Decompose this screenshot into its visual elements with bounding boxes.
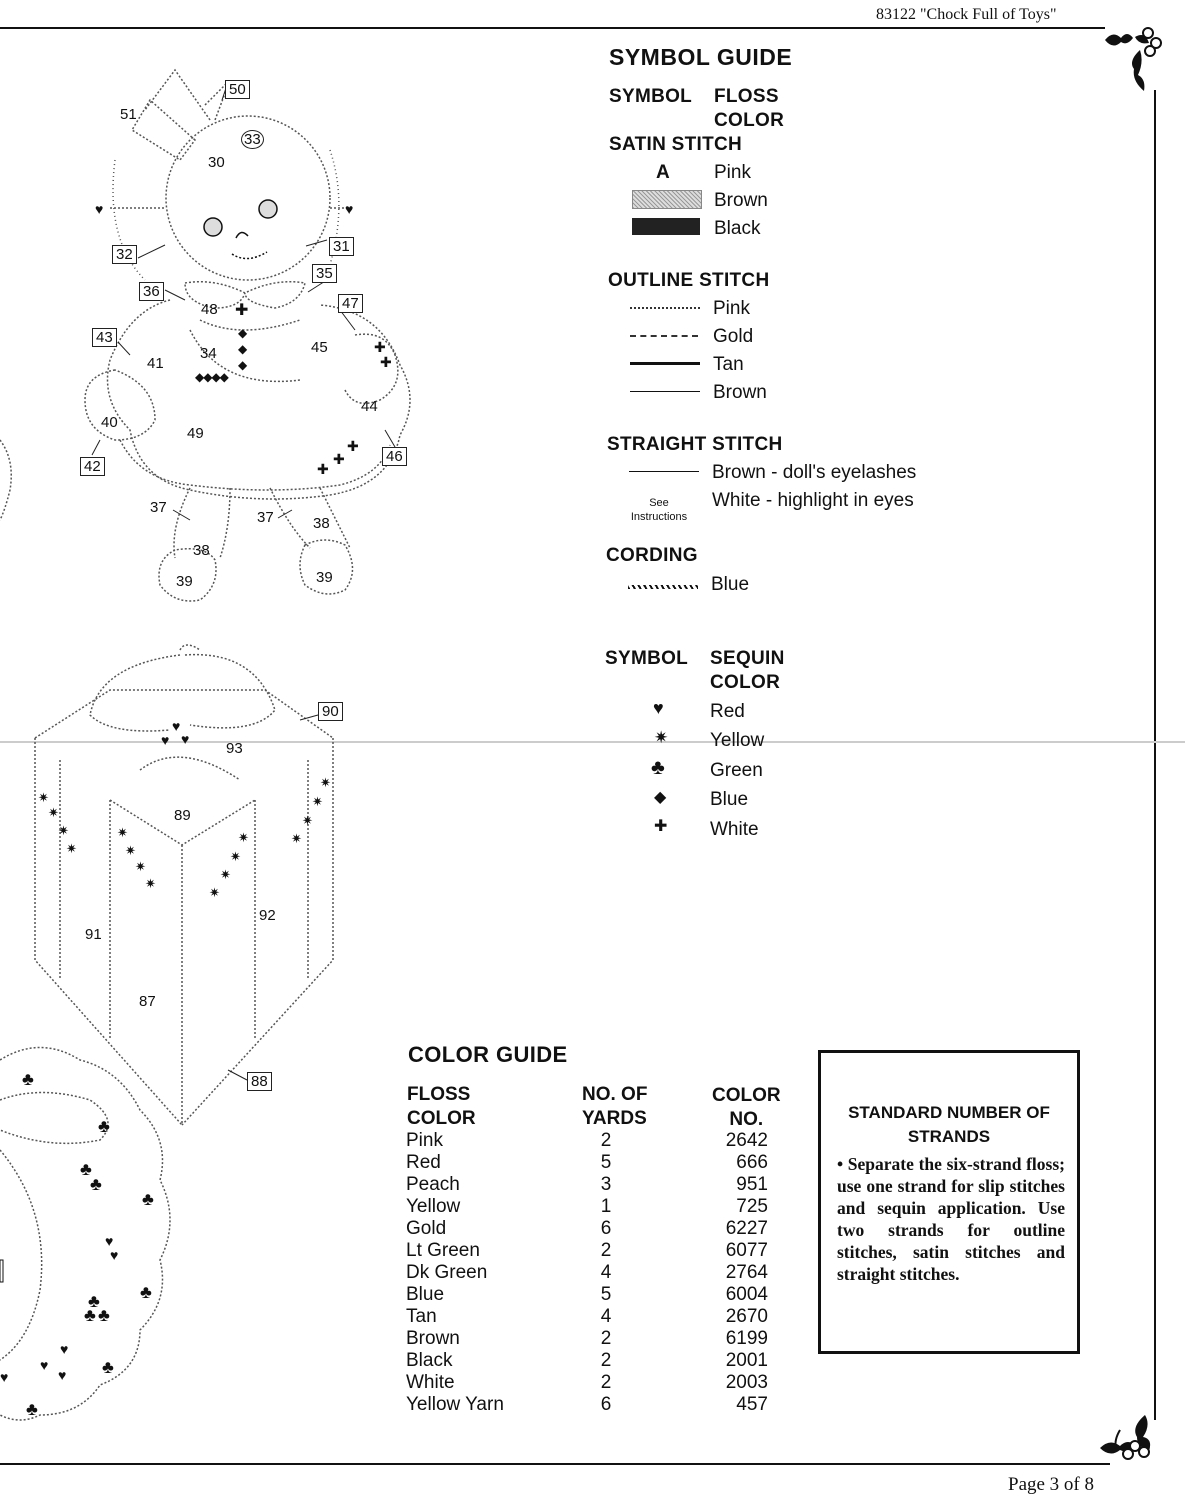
gift-label: 92: [259, 907, 276, 924]
color-number-cell: 6004: [725, 1284, 768, 1305]
color-number-cell: 6199: [725, 1328, 768, 1349]
doll-label: 45: [311, 339, 328, 356]
floss-color-header: [407, 1083, 476, 1131]
asterisk-icon: ✷: [312, 794, 323, 809]
cording-heading: CORDING: [606, 545, 698, 566]
brown-outline-line: [630, 391, 700, 392]
yards-header: [582, 1083, 647, 1131]
color-guide-row: [406, 1262, 786, 1284]
yards-header-1: NO. OF: [582, 1084, 648, 1105]
floss-column-header-2: COLOR: [714, 110, 785, 131]
color-guide-row: [406, 1174, 786, 1196]
page-number: Page 3 of 8: [1008, 1474, 1095, 1495]
strands-box-title-1: STANDARD NUMBER OF: [848, 1103, 1050, 1122]
yards-cell: 2: [600, 1372, 612, 1393]
heart-icon: ♥: [58, 1367, 67, 1383]
doll-label: 47: [338, 294, 363, 313]
outline-color: Pink: [713, 298, 750, 319]
doll-label: 36: [139, 282, 164, 301]
asterisk-icon: ✷: [302, 813, 313, 828]
see-instructions-line-1: See: [649, 497, 669, 509]
plus-icon: ✚: [317, 461, 329, 477]
plus-icon: ✚: [654, 818, 668, 835]
color-number-cell: 2764: [725, 1262, 768, 1283]
diamond-icon: ◆: [238, 326, 248, 340]
floss-color-cell: Gold: [406, 1218, 447, 1239]
floss-color-cell: Brown: [406, 1328, 460, 1349]
heart-icon: ♥: [40, 1357, 49, 1373]
floss-color-cell: Blue: [406, 1284, 445, 1305]
color-number-cell: 6077: [725, 1240, 768, 1261]
doll-label: 31: [329, 237, 354, 256]
plus-icon: ✚: [333, 451, 345, 467]
yards-cell: 2: [600, 1130, 612, 1151]
doll-label: 42: [80, 457, 105, 476]
diamond-icon: ◆◆◆◆: [195, 370, 228, 384]
club-icon: ♣: [26, 1399, 38, 1419]
strands-box-title: [821, 1101, 1077, 1149]
floss-color-header-2: COLOR: [407, 1108, 476, 1129]
gift-label: 89: [174, 807, 191, 824]
satin-color: Brown: [714, 190, 768, 211]
color-guide-row: [406, 1152, 786, 1174]
plus-icon: ✚: [380, 354, 392, 370]
color-number-cell: 725: [736, 1196, 768, 1217]
floss-color-cell: Tan: [406, 1306, 437, 1327]
heart-icon: ♥: [161, 732, 170, 748]
gold-outline-line: [630, 335, 698, 337]
asterisk-icon: ✷: [320, 775, 331, 790]
doll-label: 39: [316, 569, 333, 586]
sequin-label: Green: [710, 760, 763, 781]
doll-label: 38: [193, 542, 210, 559]
doll-label: 40: [101, 414, 118, 431]
gift-label: 90: [318, 702, 343, 721]
sequin-color-header: SEQUIN: [710, 648, 785, 669]
blue-cording-line: [628, 585, 698, 589]
straight-color: White - highlight in eyes: [712, 490, 914, 511]
asterisk-icon: ✷: [654, 728, 669, 747]
gift-label: 91: [85, 926, 102, 943]
doll-label: 33: [241, 130, 264, 149]
gift-label: 93: [226, 740, 243, 757]
doll-label: 37: [257, 509, 274, 526]
doll-label: 46: [382, 447, 407, 466]
color-guide-row: [406, 1240, 786, 1262]
heart-icon: ♥: [345, 201, 354, 217]
color-guide-row: [406, 1196, 786, 1218]
yards-cell: 4: [600, 1306, 612, 1327]
plus-icon: ✚: [235, 302, 249, 319]
club-icon: ♣: [140, 1282, 152, 1302]
heart-icon: ♥: [105, 1233, 114, 1249]
satin-symbol-a: A: [656, 162, 670, 183]
floss-color-cell: Lt Green: [406, 1240, 480, 1261]
color-number-header-2: NO.: [729, 1109, 764, 1130]
color-guide-table: [406, 1130, 786, 1416]
color-number-header-1: COLOR: [712, 1085, 781, 1106]
sequin-label: Blue: [710, 789, 749, 810]
yards-cell: 3: [600, 1174, 612, 1195]
club-icon: ♣: [102, 1357, 114, 1377]
doll-label: 39: [176, 573, 193, 590]
asterisk-icon: ✷: [48, 805, 59, 820]
sequin-label: Yellow: [710, 730, 765, 751]
floss-color-cell: Yellow: [406, 1196, 461, 1217]
sequin-symbol-header: SYMBOL: [605, 648, 689, 669]
doll-label: 38: [313, 515, 330, 532]
color-guide-row: [406, 1130, 786, 1152]
page-header-title: 83122 "Chock Full of Toys": [876, 6, 1057, 23]
yards-cell: 6: [600, 1218, 612, 1239]
color-guide-row: [406, 1394, 786, 1416]
doll-label: 37: [150, 499, 167, 516]
asterisk-icon: ✷: [117, 825, 128, 840]
color-number-cell: 2003: [725, 1372, 768, 1393]
club-icon: ♣: [84, 1305, 96, 1325]
sequin-label: Red: [710, 701, 745, 722]
color-number-cell: 6227: [725, 1218, 768, 1239]
floss-color-cell: Black: [406, 1350, 453, 1371]
black-satin-swatch: [632, 218, 700, 235]
club-icon: ♣: [98, 1116, 110, 1136]
color-number-cell: 666: [736, 1152, 768, 1173]
asterisk-icon: ✷: [135, 859, 146, 874]
yards-header-2: YARDS: [582, 1108, 647, 1129]
asterisk-icon: ✷: [145, 876, 156, 891]
color-number-cell: 457: [736, 1394, 768, 1415]
doll-label: 50: [225, 80, 250, 99]
floss-color-cell: Yellow Yarn: [406, 1394, 504, 1415]
color-guide-row: [406, 1372, 786, 1394]
doll-label: 30: [208, 154, 225, 171]
asterisk-icon: ✷: [291, 831, 302, 846]
yards-cell: 6: [600, 1394, 612, 1415]
symbol-guide-title: SYMBOL GUIDE: [609, 44, 793, 70]
asterisk-icon: ✷: [230, 849, 241, 864]
club-icon: ♣: [88, 1291, 100, 1311]
satin-color: Pink: [714, 162, 751, 183]
diamond-icon: ◆: [238, 358, 248, 372]
color-guide-row: [406, 1328, 786, 1350]
doll-label: 34: [200, 345, 217, 362]
yards-cell: 4: [600, 1262, 612, 1283]
doll-label: 43: [92, 328, 117, 347]
color-number-cell: 2001: [725, 1350, 768, 1371]
asterisk-icon: ✷: [220, 867, 231, 882]
asterisk-icon: ✷: [38, 790, 49, 805]
floss-column-header: FLOSS: [714, 86, 779, 107]
color-number-cell: 2670: [725, 1306, 768, 1327]
asterisk-icon: ✷: [125, 843, 136, 858]
satin-stitch-heading: SATIN STITCH: [609, 134, 743, 155]
yards-cell: 5: [600, 1284, 612, 1305]
yards-cell: 2: [600, 1350, 612, 1371]
color-number-cell: 951: [736, 1174, 768, 1195]
color-number-header: [712, 1084, 781, 1132]
floss-color-cell: White: [406, 1372, 455, 1393]
outline-color: Brown: [713, 382, 767, 403]
doll-label: 44: [361, 398, 378, 415]
floss-color-cell: Pink: [406, 1130, 443, 1151]
club-icon: ♣: [142, 1189, 154, 1209]
color-guide-row: [406, 1284, 786, 1306]
doll-label: 49: [187, 425, 204, 442]
floss-color-header-1: FLOSS: [407, 1084, 471, 1105]
outline-stitch-heading: OUTLINE STITCH: [608, 270, 770, 291]
strands-box-text: • Separate the six-strand floss; use one strand for slip stitches and sequin application. Use two strands for outline stitches, satin stitches and straight stitches.: [837, 1154, 1065, 1284]
symbol-column-header: SYMBOL: [609, 86, 693, 107]
outline-color: Gold: [713, 326, 754, 347]
floss-color-cell: Red: [406, 1152, 441, 1173]
plus-icon: ✚: [374, 339, 386, 355]
gift-label: 87: [139, 993, 156, 1010]
tan-outline-line: [630, 362, 700, 365]
strands-box: [818, 1050, 1080, 1354]
color-guide-row: [406, 1306, 786, 1328]
heart-icon: ♥: [60, 1341, 69, 1357]
club-icon: ♣: [22, 1069, 34, 1089]
diamond-icon: ◆: [654, 789, 667, 806]
color-number-cell: 2642: [725, 1130, 768, 1151]
outline-color: Tan: [713, 354, 744, 375]
heart-icon: ♥: [653, 698, 664, 718]
doll-label: 41: [147, 355, 164, 372]
yards-cell: 1: [600, 1196, 612, 1217]
floss-color-cell: Peach: [406, 1174, 460, 1195]
heart-icon: ♥: [0, 1369, 9, 1385]
club-icon: ♣: [651, 756, 665, 779]
gift-label: 88: [247, 1072, 272, 1091]
club-icon: ♣: [98, 1305, 110, 1325]
sequin-color-header-2: COLOR: [710, 672, 781, 693]
asterisk-icon: ✷: [209, 885, 220, 900]
straight-color: Brown - doll's eyelashes: [712, 462, 917, 483]
color-guide-row: [406, 1350, 786, 1372]
heart-icon: ♥: [95, 201, 104, 217]
club-icon: ♣: [80, 1159, 92, 1179]
heart-icon: ♥: [110, 1247, 119, 1263]
cording-color: Blue: [711, 574, 750, 595]
straight-stitch-heading: STRAIGHT STITCH: [607, 434, 783, 455]
satin-color: Black: [714, 218, 761, 239]
see-instructions-note: [628, 496, 690, 524]
asterisk-icon: ✷: [58, 823, 69, 838]
doll-label: 48: [201, 301, 218, 318]
floss-color-cell: Dk Green: [406, 1262, 488, 1283]
doll-label: 51: [120, 106, 137, 123]
asterisk-icon: ✷: [238, 830, 249, 845]
asterisk-icon: ✷: [66, 841, 77, 856]
yards-cell: 2: [600, 1240, 612, 1261]
club-icon: ♣: [90, 1174, 102, 1194]
plus-icon: ✚: [347, 438, 359, 454]
color-guide-row: [406, 1218, 786, 1240]
yards-cell: 5: [600, 1152, 612, 1173]
heart-icon: ♥: [181, 731, 190, 747]
brown-straight-line: [629, 471, 699, 472]
sequin-label: White: [710, 819, 759, 840]
strands-box-title-2: STRANDS: [907, 1127, 991, 1146]
heart-icon: ♥: [172, 718, 181, 734]
see-instructions-line-2: Instructions: [630, 511, 688, 523]
doll-label: 32: [112, 245, 137, 264]
pink-outline-line: [630, 307, 700, 309]
diamond-icon: ◆: [238, 342, 248, 356]
doll-label: 35: [312, 264, 337, 283]
brown-satin-swatch: [632, 190, 702, 209]
yards-cell: 2: [600, 1328, 612, 1349]
color-guide-title: COLOR GUIDE: [408, 1042, 568, 1067]
